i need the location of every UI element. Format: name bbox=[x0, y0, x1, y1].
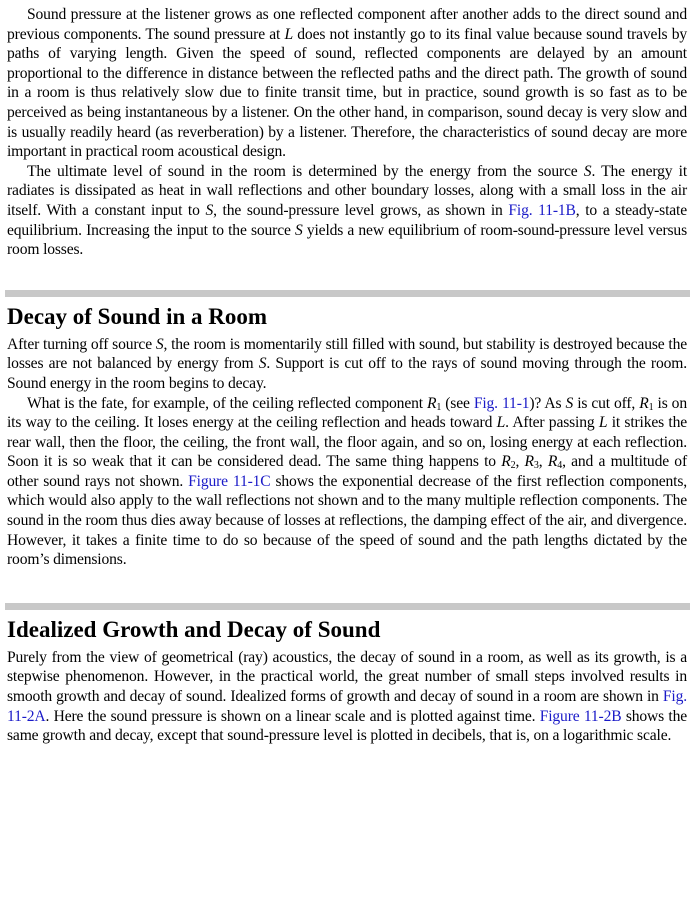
link-fig-11-1[interactable]: Fig. 11-1 bbox=[473, 394, 530, 412]
link-fig-11-1b[interactable]: Fig. 11-1B bbox=[508, 201, 576, 219]
decay-paragraph-1: After turning off source S, the room is momentarily still filled with sound, but stability is destroyed because the losses are not balanced by energy from S. Support is cut off to the rays of sound moving through the room. Sound energy in the room begins to decay. bbox=[7, 335, 687, 392]
heading-idealized-growth-decay: Idealized Growth and Decay of Sound bbox=[7, 616, 381, 642]
section-divider bbox=[5, 290, 690, 297]
section-divider bbox=[5, 603, 690, 610]
heading-decay-of-sound: Decay of Sound in a Room bbox=[7, 303, 268, 329]
idealized-paragraph-1: Purely from the view of geometrical (ray) acoustics, the decay of sound in a room, as well as its growth, is a stepwise phenomenon. However, in the practical world, the great number of small steps involved results in smooth growth and decay of sound. Idealized forms of growth and decay of sound in a room are shown in Fig. 11-2A. Here the sound pressure is shown on a linear scale and is plotted against time. Figure 11-2B shows the same growth and decay, except that sound-pressure level is plotted in decibels, that is, on a logarithmic scale. bbox=[7, 648, 688, 745]
link-figure-11-1c[interactable]: Figure 11-1C bbox=[188, 472, 271, 490]
intro-paragraph-2: The ultimate level of sound in the room is determined by the energy from the source S. The energy it radiates is dissipated as heat in wall reflections and other boundary losses, along with a small loss in the air itself. With a constant input to S, the sound-pressure level grows, as shown in Fig. 11-1B, to a steady-state equilibrium. Increasing the input to the source S yields a new equilibrium of room-sound-pressure level versus room losses. bbox=[7, 162, 687, 259]
decay-paragraph-2: What is the fate, for example, of the ceiling reflected component $R_1$ (see Fig. 11-1)? As S is cut off, $R_1$ is on its way to the ceiling. It loses energy at the ceiling reflection and heads toward L. After passing L it strikes the rear wall, then the floor, the ceiling, the front wall, the floor again, and so on, losing energy at each reflection. Soon it is so weak that it can be considered dead. The same thing happens to $R_2$, $R_3$, $R_4$, and a multitude of other sound rays not shown. Figure 11-1C shows the exponential decrease of the first reflection components, which would also apply to the wall reflections not shown and to the many multiple reflection components. The sound in the room thus dies away because of losses at reflections, the damping effect of the air, and divergence. However, it takes a finite time to do so because of the speed of sound and the path lengths dictated by the room’s dimensions. bbox=[7, 394, 687, 569]
link-fig-11-2a[interactable]: Fig. 11-2A bbox=[7, 688, 687, 725]
link-figure-11-2b[interactable]: Figure 11-2B bbox=[539, 707, 622, 725]
intro-paragraph-1: Sound pressure at the listener grows as one reflected component after another adds to the direct sound and previous components. The sound pressure at L does not instantly go to its final value because sound travels by paths of varying length. Given the speed of sound, reflected components are delayed by an amount proportional to the difference in distance between the reflected paths and the direct path. The growth of sound in a room is thus relatively slow due to finite transit time, but in practice, sound growth is so fast as to be perceived as being instantaneous by a listener. On the other hand, in comparison, sound decay is very slow and is usually readily heard (as reverberation) by a listener. Therefore, the characteristics of sound decay are more important in practical room acoustical design. bbox=[7, 6, 687, 161]
